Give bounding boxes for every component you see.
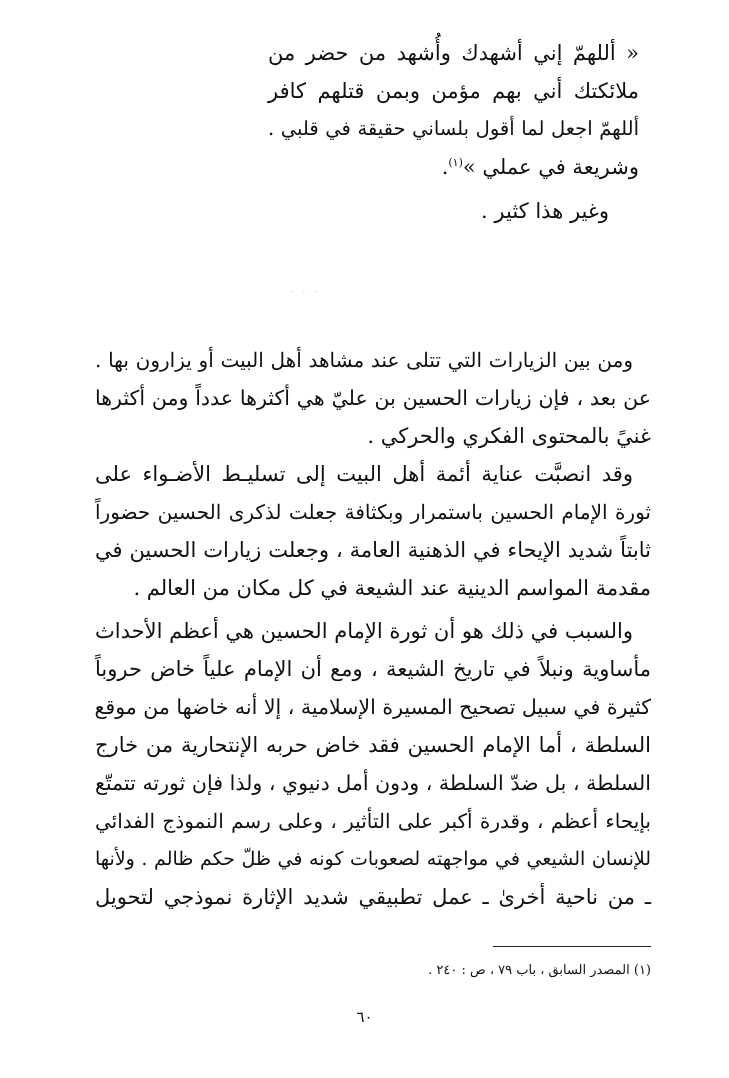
- quote-line-text: وشريعة في عملي »: [462, 155, 639, 179]
- footnote: (١) المصدر السابق ، باب ٧٩ ، ص : ٢٤٠ .: [428, 963, 651, 978]
- paragraph-line: السلطة ، بل ضدّ السلطة ، ودون أمل دنيوي ، ولذا فإن ثورته تتمتّع: [95, 771, 651, 795]
- page-number: ٦٠: [356, 1008, 373, 1026]
- paragraph-line: كثيرة في سبيل تصحيح المسيرة الإسلامية ، إلا أنه خاضها من موقع: [94, 695, 651, 719]
- quote-afterword: وغير هذا كثير .: [481, 199, 609, 223]
- paragraph-line: السلطة ، أما الإمام الحسين فقد خاض حربه الإنتحارية من خارج: [95, 733, 651, 757]
- quote-line-last: وشريعة في عملي »$^{(١)}$.: [441, 155, 639, 179]
- paragraph-line: ثابتاً شديد الإيحاء في الذهنية العامة ، وجعلت زيارات الحسين في: [95, 538, 651, 562]
- paragraph-line: عن بعد ، فإن زيارات الحسين بن عليّ هي أكثرها عدداً ومن أكثرها: [95, 386, 651, 410]
- footnote-marker: (١): [448, 156, 463, 169]
- paragraph-line: مأساوية ونبلاً في تاريخ الشيعة ، ومع أن الإمام علياً خاض حروباً: [95, 657, 651, 681]
- paragraph-line: وقد انصبَّت عناية أئمة أهل البيت إلى تسليـط الأضـواء على: [95, 462, 633, 486]
- paragraph-line: ثورة الإمام الحسين باستمرار وبكثافة جعلت لذكرى الحسين حضوراً: [95, 500, 651, 524]
- quote-line: أللهمّ اجعل لما أقول بلساني حقيقة في قلبي .: [268, 117, 639, 140]
- paragraph-line: للإنسان الشيعي في مواجهته لصعوبات كونه في ظلّ حكم ظالم . ولأنها: [95, 848, 651, 870]
- paragraph-line: بإيحاء أعظم ، وقدرة أكبر على التأثير ، وعلى رسم النموذج الفدائي: [95, 809, 651, 833]
- paragraph-line: والسبب في ذلك هو أن ثورة الإمام الحسين هي أعظم الأحداث: [95, 619, 633, 643]
- paragraph-line: مقدمة المواسم الدينية عند الشيعة في كل مكان من العالم .: [133, 576, 651, 600]
- paragraph-line: ـ من ناحية أخرىٰ ـ عمل تطبيقي شديد الإثارة نموذجي لتحويل: [95, 885, 651, 909]
- quote-line: « أللهمّ إني أشهدك وأُشهد من حضر من: [268, 41, 639, 65]
- section-separator: . . .: [290, 284, 321, 295]
- footnote-divider: [493, 946, 651, 947]
- quote-line: ملائكتك أني بهم مؤمن وبمن قتلهم كافر: [268, 79, 639, 103]
- paragraph-line: ومن بين الزيارات التي تتلى عند مشاهد أهل البيت أو يزارون بها .: [95, 348, 633, 372]
- paragraph-line: غنيً بالمحتوى الفكري والحركي .: [367, 424, 651, 448]
